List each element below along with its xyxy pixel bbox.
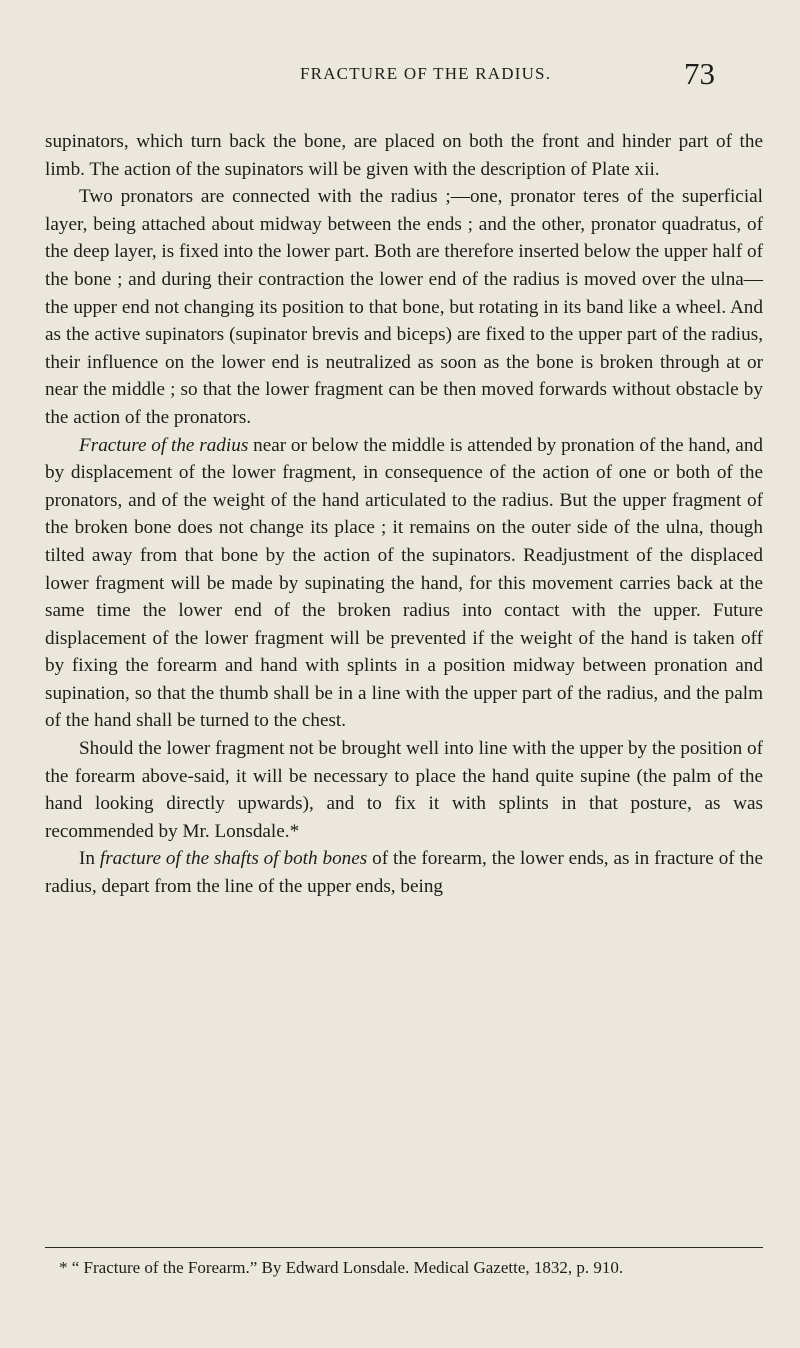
paragraph-5-text: of the forearm, the lower ends, as in fracture of the radius, depart from the line of the upper ends, being [45, 848, 764, 898]
paragraph-5 [45, 845, 763, 900]
paragraph-1: supinators, which turn back the bone, are placed on both the front and hinder part of the limb. The action of the supinators will be given with the description of Plate xii. [45, 131, 763, 180]
paragraph-5-italic-heading: fracture of the shafts of both bones [99, 848, 368, 870]
paragraph-3-italic-heading: Fracture of the radius [79, 434, 249, 456]
page-header [0, 56, 800, 104]
paragraph-3 [45, 432, 763, 736]
paragraph-4: Should the lower fragment not be brought well into line with the upper by the position of the forearm above-said, it will be necessary to place the hand quite supine (the palm of the hand looking directly upwards), and to fix it with splints in that posture, as was recommended by Mr. Lonsdale.* [45, 738, 763, 842]
footnote [45, 1256, 763, 1280]
footnote-text: * “ Fracture of the Forearm.” By Edward Lonsdale. Medical Gazette, 1832, p. 910. [59, 1258, 624, 1277]
paragraph-3-text: near or below the middle is attended by pronation of the hand, and by displacement of the lower fragment, in consequence of the action of one or both of the pronators, and of the weight of the hand articulated to the radius. But the upper fragment of the broken bone does not change its place ; it remains on the outer side of the ulna, though tilted away from that bone by the action of the supinators. Readjustment of the displaced lower fragment will be made by supinating the hand, for this movement carries back at the same time the lower end of the broken radius into contact with the upper. Future displacement of the lower fragment will be prevented if the weight of the hand is taken off by fixing the forearm and hand with splints in a position midway between pronation and supination, so that the thumb shall be in a line with the upper part of the radius, and the palm of the hand shall be turned to the chest. [45, 434, 764, 732]
paragraph-5-lead: In [79, 848, 100, 870]
body-text [45, 128, 763, 901]
paragraph-2: Two pronators are connected with the radius ;—one, pronator teres of the superficial layer, being attached about midway between the ends ; and the other, pronator quadratus, of the deep layer, is fixed into the lower part. Both are therefore inserted below the upper half of the bone ; and during their contraction the lower end of the radius is moved over the ulna—the upper end not changing its position to that bone, but rotating in its band like a wheel. And as the active supinators (supinator brevis and biceps) are fixed to the upper part of the radius, their influence on the lower end is neutralized as soon as the bone is broken through at or near the middle ; so that the lower fragment can be then moved forwards without obstacle by the action of the pronators. [45, 186, 763, 428]
page-number: 73 [684, 56, 715, 91]
running-head: FRACTURE OF THE RADIUS. [300, 64, 552, 83]
footnote-rule [45, 1247, 763, 1248]
